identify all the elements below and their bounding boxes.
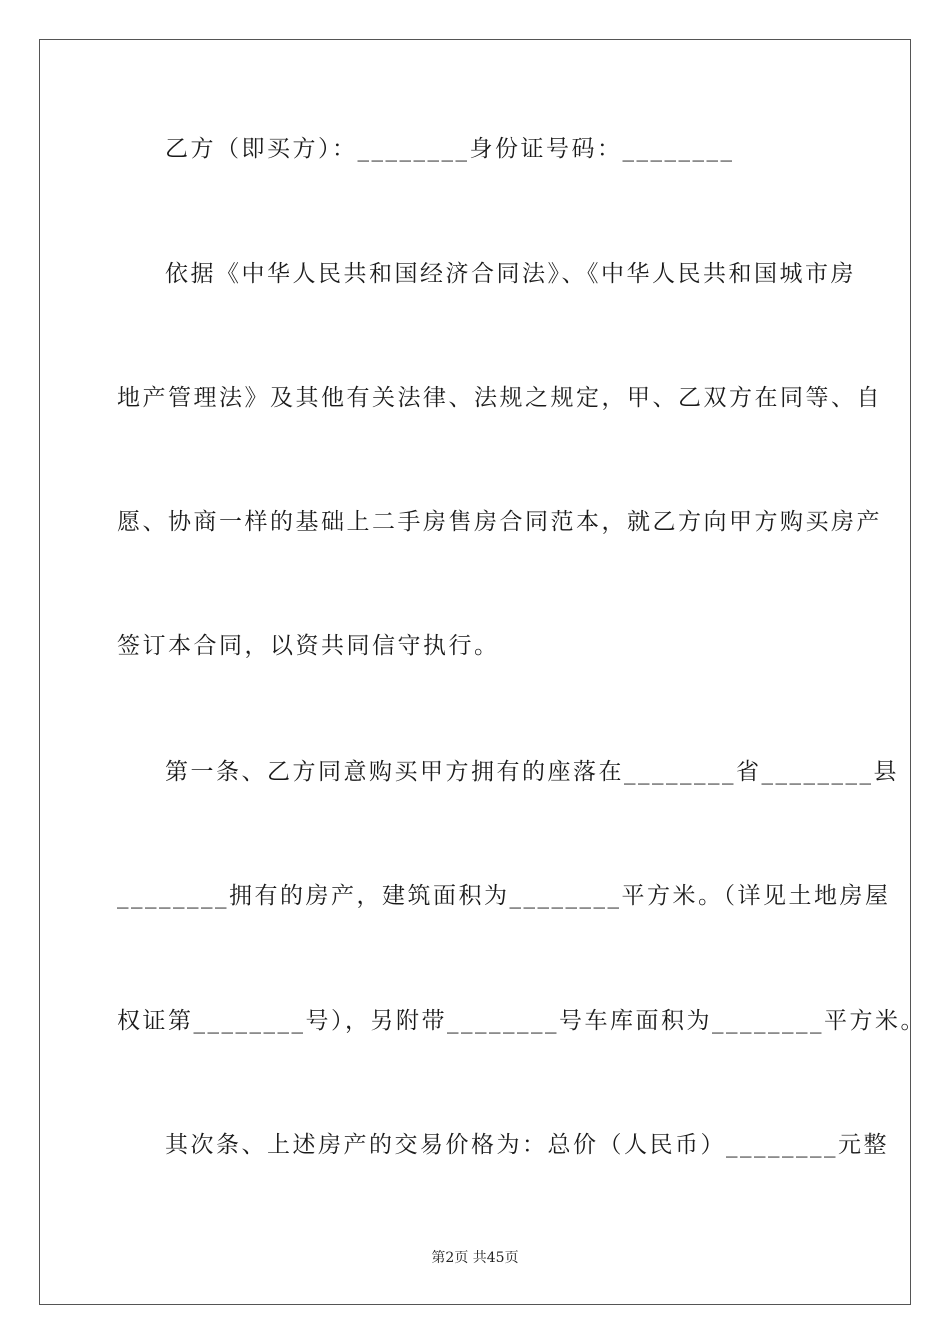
paragraph-basis-line-2: 地产管理法》及其他有关法律、法规之规定，甲、乙双方在同等、自 <box>117 385 882 411</box>
article-one-line-3: 权证第________号），另附带________号车库面积为________平方米。 <box>117 1008 926 1034</box>
article-one-line-1: 第一条、乙方同意购买甲方拥有的座落在________省________县 <box>165 759 899 785</box>
paragraph-basis-line-3: 愿、协商一样的基础上二手房售房合同范本，就乙方向甲方购买房产 <box>117 509 882 535</box>
article-two-line-1: 其次条、上述房产的交易价格为：总价（人民币）________元整 <box>165 1132 889 1158</box>
page-number: 第2页 共45页 <box>431 1250 519 1266</box>
page-border <box>39 39 911 1305</box>
paragraph-basis-line-1: 依据《中华人民共和国经济合同法》、《中华人民共和国城市房 <box>165 261 856 287</box>
article-one-line-2: ________拥有的房产，建筑面积为________平方米。（详见土地房屋 <box>117 883 891 909</box>
paragraph-basis-line-4: 签订本合同，以资共同信守执行。 <box>117 633 500 659</box>
buyer-line: 乙方（即买方）：________身份证号码：________ <box>165 136 735 162</box>
